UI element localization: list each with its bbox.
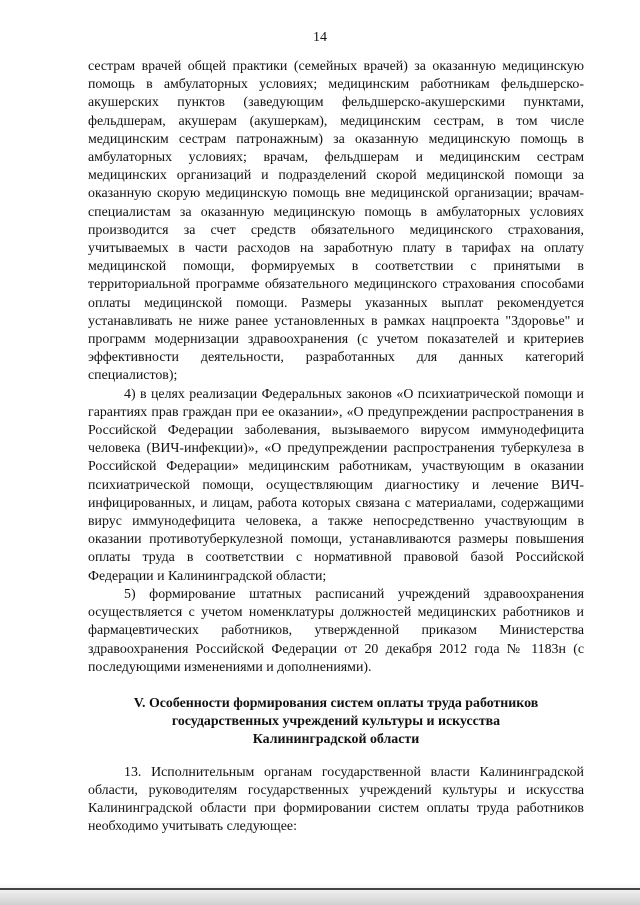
paragraph-continuation: сестрам врачей общей практики (семейных врачей) за оказанную медицинскую помощь в амбулаторных условиях; медицинским работникам фельдшерско-акушерских пунктов (заведующим фельдшерско-акушерскими пунктами, фельдшерам, акушерам (акушеркам), медицинским сестрам, в том числе медицинским сестрам патронажным) за оказанную медицинскую помощь в амбулаторных условиях; врачам, фельдшерам и медицинским сестрам медицинских организаций и подразделений скорой медицинской помощи за оказанную скорую медицинскую помощь вне медицинской организации; врачам-специалистам за оказанную медицинскую помощь в амбулаторных условиях производится за счет средств обязательного медицинского страхования, учитываемых в части расходов на заработную плату в тарифах на оплату медицинской помощи, формируемых в соответствии с принятыми в территориальной программе обязательного медицинского страхования способами оплаты медицинской помощи. Размеры указанных выплат рекомендуется устанавливать не ниже ранее установленных в рамках нацпроекта "Здоровье" и программ модернизации здравоохранения (с учетом показателей и критериев эффективности деятельности, разработанных для данных категорий специалистов); (88, 59, 584, 384)
section-heading-line-1: V. Особенности формирования систем оплаты труда работников (133, 695, 539, 711)
document-body (88, 58, 584, 836)
page-number: 14 (313, 30, 327, 45)
section-heading-line-3: Калининградской области (252, 732, 420, 748)
section-heading (88, 695, 584, 750)
paragraph-item-5: 5) формирование штатных расписаний учреждений здравоохранения осуществляется с учетом номенклатуры должностей медицинских работников и фармацевтических работников, утвержденной приказом Министерства здравоохранения Российской Федерации от 20 декабря 2012 года № 1183н (с последующими изменениями и дополнениями). (88, 586, 584, 675)
scan-bottom-line (0, 888, 640, 890)
paragraph-clause-13: 13. Исполнительным органам государственной власти Калининградской области, руководителям государственных учреждений культуры и искусства Калининградской области при формировании систем оплаты труда работников необходимо учитывать следующее: (88, 764, 584, 835)
scan-bottom-shadow (0, 883, 640, 905)
section-heading-line-2: государственных учреждений культуры и искусства (171, 714, 501, 730)
paragraph-item-4: 4) в целях реализации Федеральных законов «О психиатрической помощи и гарантиях прав граждан при ее оказании», «О предупреждении распространения в Российской Федерации заболевания, вызываемого вирусом иммунодефицита человека (ВИЧ-инфекции)», «О предупреждении распространения туберкулеза в Российской Федерации» медицинским работникам, участвующим в оказании психиатрической помощи, осуществляющим диагностику и лечение ВИЧ-инфицированных, и лицам, работа которых связана с материалами, содержащими вирус иммунодефицита человека, а также непосредственно участвующим в оказании противотуберкулезной помощи, устанавливаются размеры повышения оплаты труда в соответствии с нормативной правовой базой Российской Федерации и Калининградской области; (88, 386, 584, 584)
